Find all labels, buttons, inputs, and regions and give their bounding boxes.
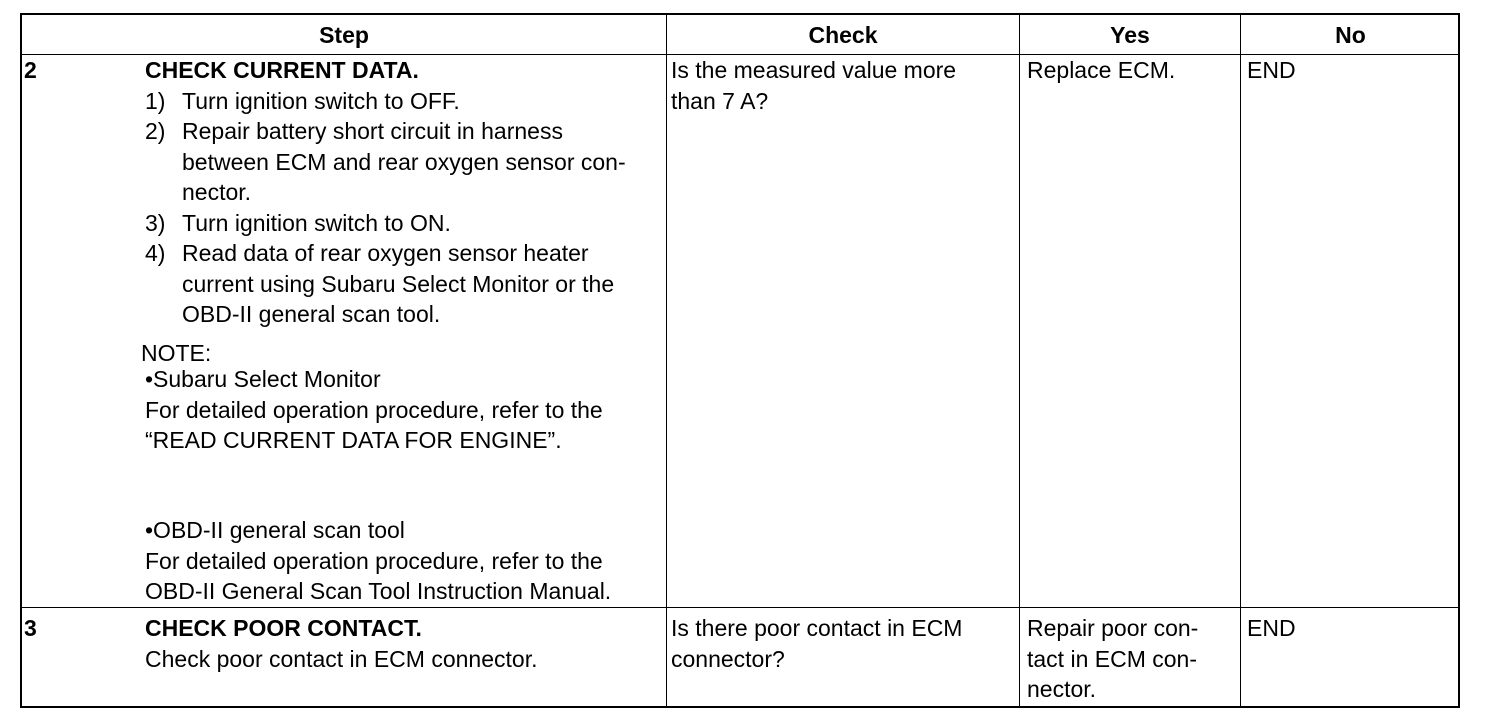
- substep-text: OBD-II general scan tool.: [182, 301, 441, 327]
- procedure-table: [20, 13, 1460, 708]
- step-number: 3: [24, 615, 37, 641]
- note-text: OBD-II General Scan Tool Instruction Manual.: [145, 578, 612, 604]
- no-text: END: [1247, 615, 1296, 641]
- note-text: For detailed operation procedure, refer to the: [145, 548, 603, 574]
- header-no: No: [1335, 22, 1366, 48]
- substep-text: nector.: [182, 179, 252, 205]
- step-body: Check poor contact in ECM connector.: [145, 646, 538, 672]
- column-divider: [1019, 15, 1020, 706]
- substep-number: 3): [145, 210, 166, 236]
- header-step: Step: [319, 22, 369, 48]
- yes-text: tact in ECM con-: [1027, 646, 1197, 672]
- step-title: CHECK CURRENT DATA.: [145, 57, 419, 83]
- no-text: END: [1247, 57, 1296, 83]
- check-text: Is there poor contact in ECM: [671, 615, 963, 641]
- header-yes: Yes: [1110, 22, 1150, 48]
- note-text: “READ CURRENT DATA FOR ENGINE”.: [145, 427, 562, 453]
- yes-text: nector.: [1027, 676, 1097, 702]
- substep-number: 1): [145, 88, 166, 114]
- check-text: Is the measured value more: [671, 57, 957, 83]
- substep-text: Repair battery short circuit in harness: [182, 118, 563, 144]
- note-text: •OBD-II general scan tool: [145, 517, 405, 543]
- yes-text: Replace ECM.: [1027, 57, 1176, 83]
- note-text: •Subaru Select Monitor: [145, 366, 381, 392]
- note-label: NOTE:: [141, 340, 212, 366]
- substep-number: 2): [145, 118, 166, 144]
- yes-text: Repair poor con-: [1027, 615, 1199, 641]
- step-title: CHECK POOR CONTACT.: [145, 615, 422, 641]
- substep-number: 4): [145, 240, 166, 266]
- check-text: connector?: [671, 646, 785, 672]
- row-divider: [22, 607, 1458, 608]
- substep-text: between ECM and rear oxygen sensor con-: [182, 149, 626, 175]
- check-text: than 7 A?: [671, 88, 769, 114]
- note-text: For detailed operation procedure, refer to the: [145, 397, 603, 423]
- substep-text: Turn ignition switch to OFF.: [182, 88, 460, 114]
- column-divider: [1240, 15, 1241, 706]
- step-number: 2: [24, 57, 37, 83]
- substep-text: Turn ignition switch to ON.: [182, 210, 451, 236]
- substep-text: current using Subaru Select Monitor or the: [182, 271, 615, 297]
- column-divider: [666, 15, 667, 706]
- header-check: Check: [808, 22, 878, 48]
- substep-text: Read data of rear oxygen sensor heater: [182, 240, 589, 266]
